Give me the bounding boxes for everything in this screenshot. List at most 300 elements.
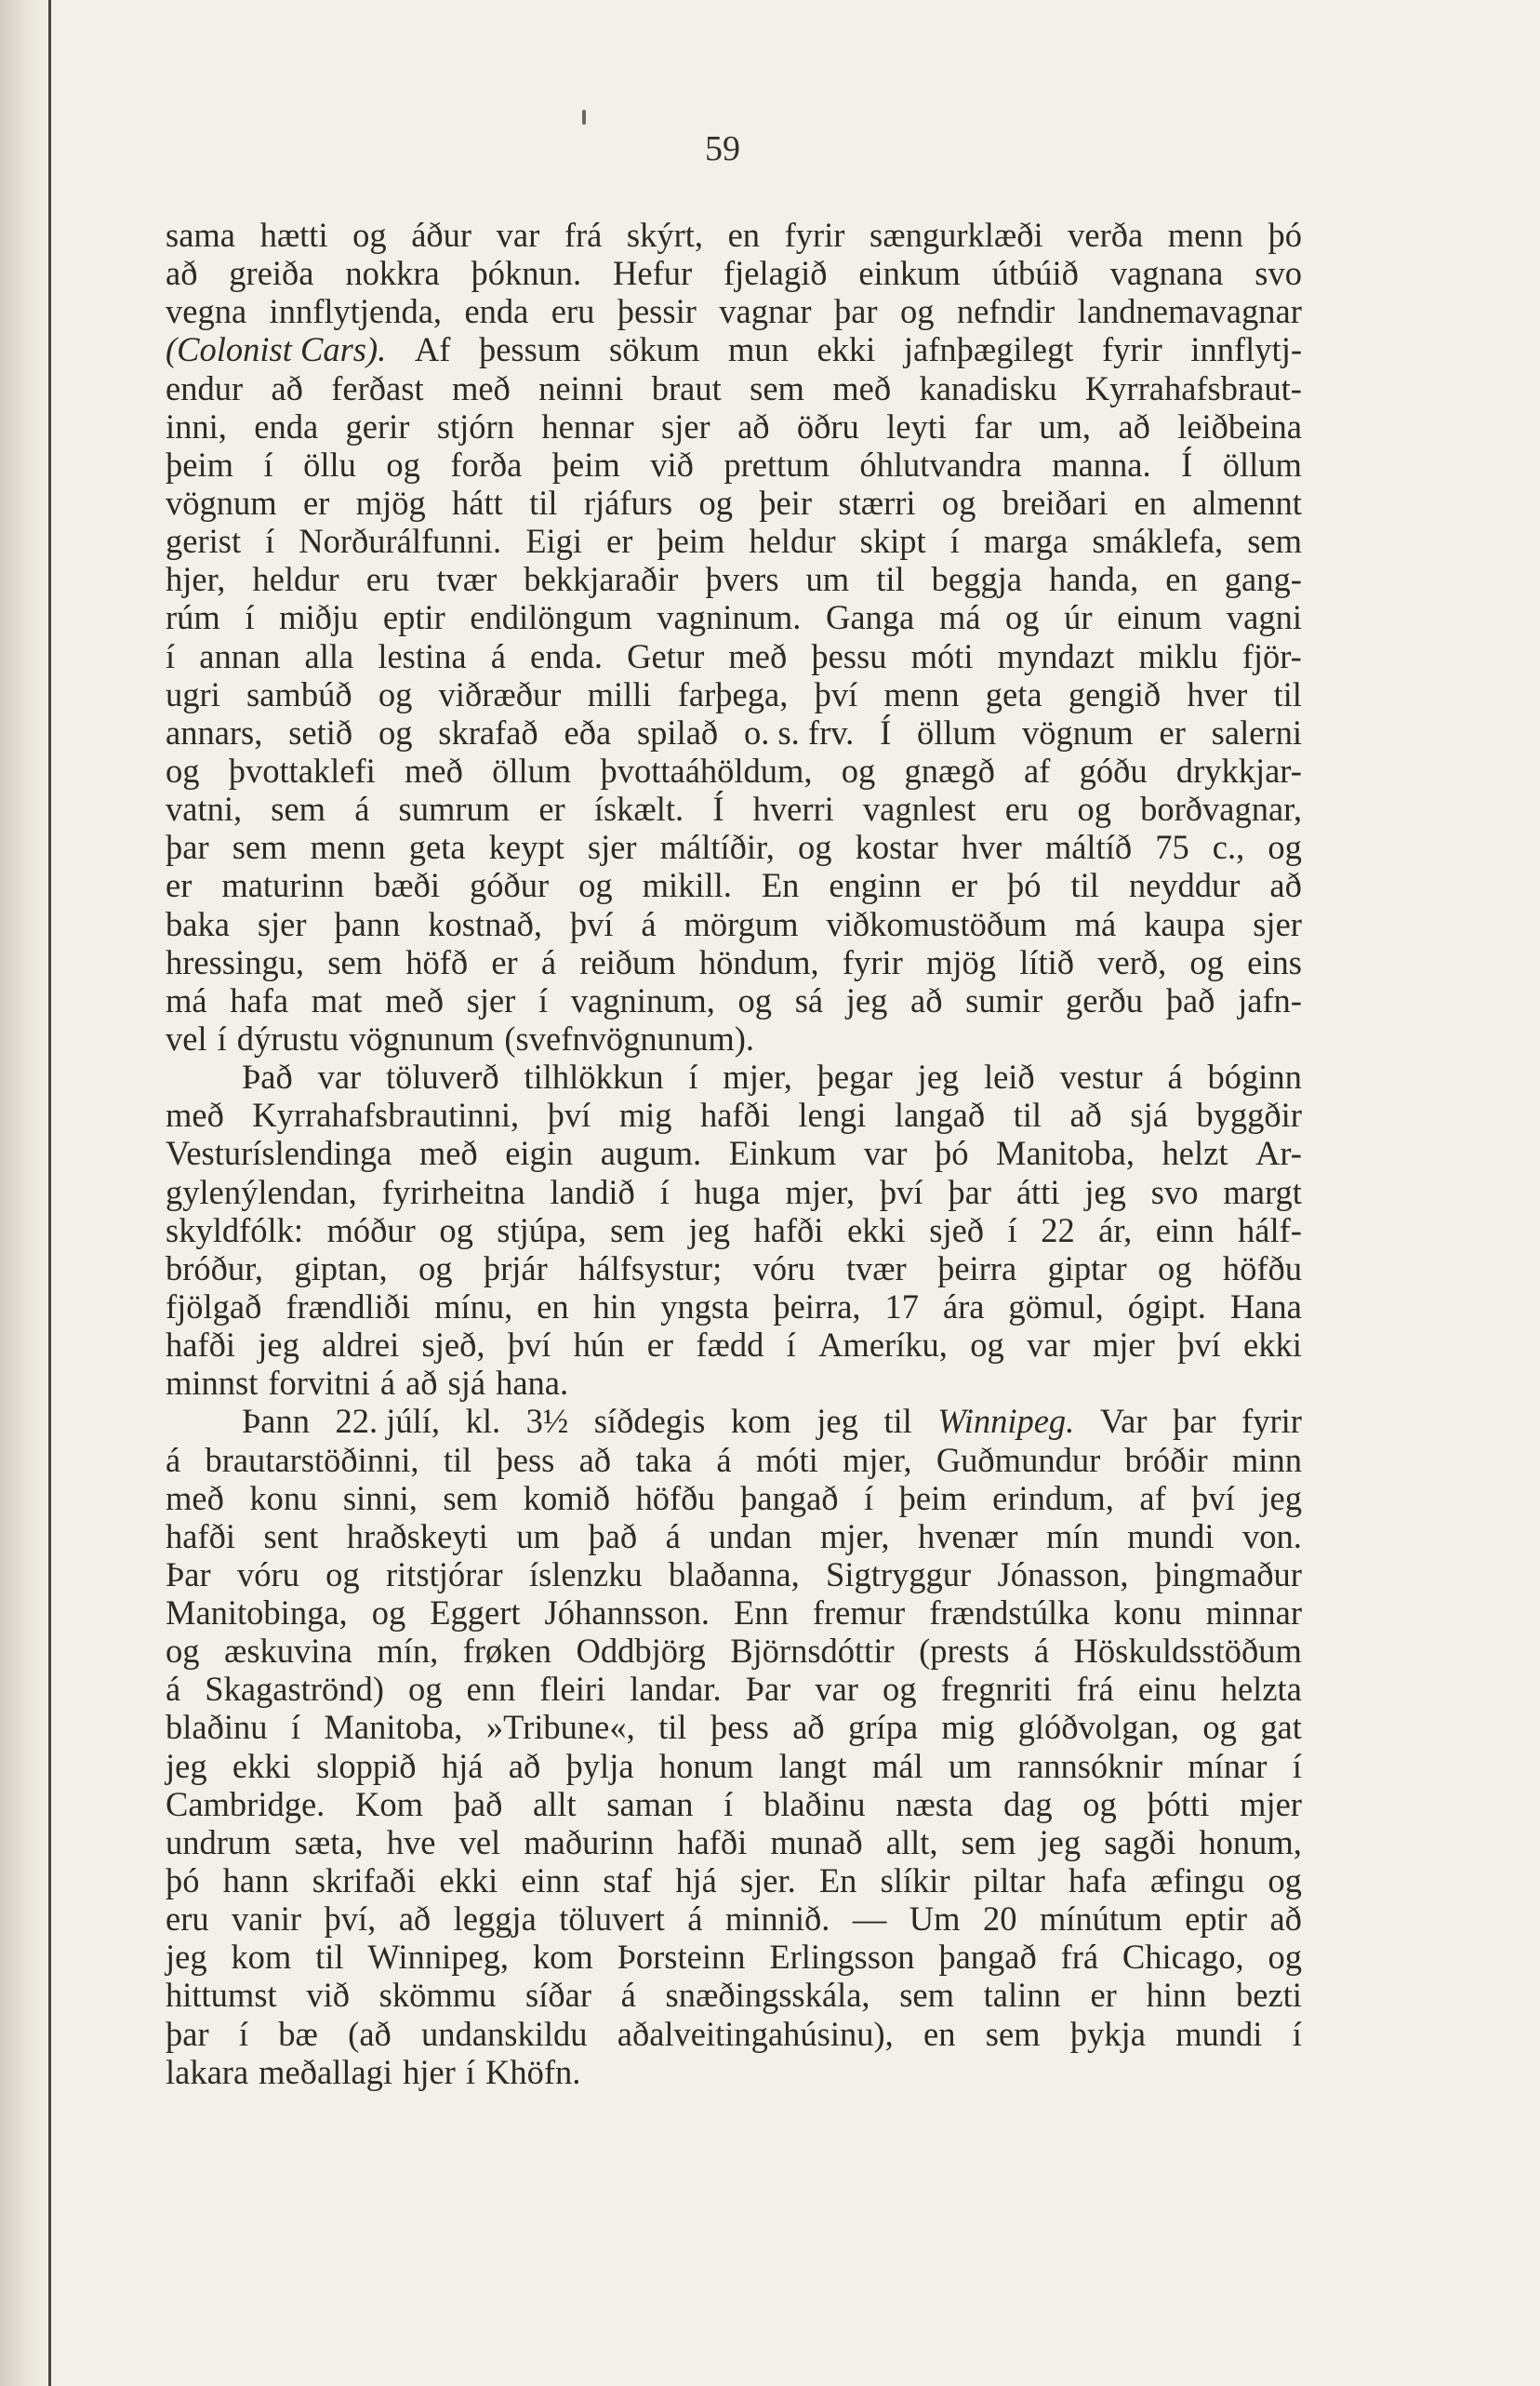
word: inni, (166, 407, 227, 446)
word: þvottaáhöldum, (600, 751, 813, 790)
word: ára (942, 1286, 985, 1326)
word: til (443, 1440, 472, 1479)
word: og (352, 216, 387, 254)
text-line (166, 1899, 1302, 1938)
word: landar. (630, 1670, 722, 1709)
word: sem (443, 1478, 498, 1517)
word: eru (365, 560, 410, 599)
word: konu (1113, 1593, 1182, 1633)
word: töluverð (385, 1058, 499, 1097)
word: þar (948, 1172, 991, 1211)
word: vanir (232, 1899, 302, 1939)
word: menn (1167, 216, 1243, 254)
word: gerist (166, 522, 242, 561)
word: undrum (166, 1822, 272, 1861)
word: allt, (885, 1822, 938, 1861)
word: á (354, 790, 370, 829)
word: Manitoba, (996, 1134, 1135, 1173)
word: beggja (931, 560, 1022, 599)
text-line (166, 675, 1302, 713)
word: sjeð, (421, 1326, 485, 1365)
word: vel (458, 1822, 501, 1861)
word: þóknun. (471, 254, 582, 293)
word: þeim (657, 522, 725, 561)
word: með (385, 980, 444, 1020)
word: hressingu, (166, 942, 305, 981)
word: því (1191, 1478, 1235, 1517)
word: því (814, 674, 858, 713)
word: bróður, (166, 1248, 263, 1287)
word: til (883, 1402, 912, 1441)
word: að (737, 407, 770, 446)
word: æfingu (1149, 1861, 1245, 1900)
word: þessum (478, 330, 581, 369)
text-line (166, 292, 1302, 330)
word: huga (694, 1172, 761, 1211)
word: höndum, (698, 942, 819, 981)
word: jafn- (1238, 980, 1302, 1020)
text-line (166, 1364, 1302, 1402)
page-number: 59 (705, 129, 740, 168)
word: að (792, 1708, 825, 1747)
word: ferðast (331, 368, 424, 407)
word: má (938, 598, 981, 637)
word: 3½ (525, 1402, 569, 1441)
word: og (1202, 1708, 1237, 1747)
word: lítið (1019, 942, 1075, 981)
word: eru (166, 1899, 209, 1939)
word: leið (983, 1058, 1035, 1097)
text-line (166, 1134, 1302, 1172)
text-line (166, 1402, 1302, 1440)
word: að (910, 980, 943, 1020)
word: og (1268, 828, 1302, 867)
word: enda. (530, 636, 604, 675)
word: giptan, (294, 1248, 388, 1287)
text-line (166, 713, 1302, 752)
word: mínútum (1039, 1899, 1162, 1939)
word: Það (242, 1058, 293, 1097)
word: átti (1016, 1172, 1060, 1211)
word: Ameríku, (818, 1326, 948, 1365)
word: munað (770, 1822, 863, 1861)
word: annan (199, 636, 281, 675)
word: rúm (166, 598, 220, 637)
word: langt (778, 1746, 847, 1785)
word: þó (1006, 866, 1042, 905)
word: mjög (355, 483, 426, 522)
word: minnst (166, 1364, 259, 1403)
text-line (166, 2015, 1302, 2053)
word: skyldfólk: (166, 1210, 304, 1249)
word: gerðu (1065, 980, 1144, 1020)
word: sem (327, 942, 383, 981)
text-line (166, 1823, 1302, 1861)
word: og (1189, 942, 1224, 981)
word: af (1139, 1478, 1166, 1517)
word: Guðmundur (936, 1440, 1101, 1479)
word: erindum, (992, 1478, 1114, 1517)
word: Enn (734, 1593, 789, 1633)
word: Ar- (1255, 1134, 1302, 1173)
word: hverri (752, 790, 834, 829)
word: þeim (898, 1478, 967, 1517)
word: sá (794, 980, 824, 1020)
word: — (852, 1899, 887, 1939)
word: og (1082, 1784, 1117, 1823)
word: jeg (917, 1058, 960, 1097)
word: allt (532, 1784, 577, 1823)
word: ekki (232, 1746, 291, 1785)
word: saman (606, 1784, 694, 1823)
word: marga (983, 522, 1069, 561)
word: enda (464, 292, 529, 331)
word: Þorsteinn (617, 1938, 746, 1977)
word: fyrirheitna (381, 1172, 525, 1211)
word: endilöngum (470, 598, 632, 637)
word: höfðu (1222, 1248, 1302, 1287)
word: jeg (258, 1326, 299, 1365)
word: piltar (973, 1861, 1045, 1900)
word: íslenzku (528, 1554, 643, 1593)
word: má (1074, 904, 1117, 943)
word: helzt (1162, 1134, 1228, 1173)
word: eptir (382, 598, 445, 637)
word: mín, (377, 1632, 439, 1671)
word: brautarstöðinni, (205, 1440, 419, 1479)
word: sumir (965, 980, 1043, 1020)
word: og (371, 1593, 406, 1633)
word: er (950, 866, 978, 905)
word: sambúð (246, 674, 352, 713)
word: undan (709, 1516, 792, 1555)
word: töluvert (559, 1899, 665, 1939)
text-line (166, 1632, 1302, 1670)
word: mjer, (820, 1516, 890, 1555)
word: Winnipeg. (937, 1402, 1075, 1441)
word: jeg (1039, 1822, 1082, 1861)
word: hver (961, 828, 1022, 867)
word: jeg (1084, 1172, 1126, 1211)
word: kom (231, 1938, 292, 1977)
word: og (899, 292, 935, 331)
word: Í (880, 713, 892, 752)
word: í (1292, 2014, 1302, 2053)
word: Oddbjörg (576, 1632, 706, 1671)
word: hafði (699, 1096, 770, 1135)
word: gengið (1068, 674, 1162, 713)
word: þess (496, 1440, 555, 1479)
word: vestur (1059, 1058, 1143, 1097)
text-line (166, 1326, 1302, 1364)
text-line (166, 1173, 1302, 1211)
word: milli (587, 674, 652, 713)
word: vel (166, 1019, 207, 1058)
word: mínu, (434, 1286, 513, 1326)
word: annars, (166, 713, 263, 752)
word: vögnum (166, 483, 277, 522)
word: prettum (724, 445, 830, 484)
word: þeirra, (773, 1286, 861, 1326)
word: þrjár (483, 1248, 548, 1287)
word: en (537, 1286, 569, 1326)
word: rannsóknir (1016, 1746, 1162, 1785)
word: bóginn (1207, 1058, 1302, 1097)
word: í (290, 1708, 301, 1747)
word: og (166, 751, 200, 790)
word: á (716, 1440, 732, 1479)
word: o. s. frv. (743, 713, 855, 752)
word: og (883, 1670, 917, 1709)
book-binding-edge (0, 0, 48, 2386)
word: og (1268, 1938, 1302, 1977)
word: bezti (1236, 1976, 1302, 2015)
word: borðvagnar, (1140, 790, 1302, 829)
word: á (166, 1440, 181, 1479)
word: lengi (798, 1096, 867, 1135)
word: eru (1004, 790, 1049, 829)
word: að (1269, 866, 1302, 905)
word: hraðskeyti (346, 1516, 488, 1555)
word: og (378, 674, 413, 713)
word: er (646, 1326, 674, 1365)
word: með (418, 1134, 478, 1173)
word: þeir (759, 483, 813, 522)
word: er (606, 522, 633, 561)
word: kom (730, 1402, 791, 1441)
word: öllu (303, 445, 356, 484)
word: hálf- (1238, 1210, 1302, 1249)
text-line (166, 254, 1302, 292)
word: og (386, 445, 420, 484)
word: kom (532, 1938, 593, 1977)
word: Khöfn. (485, 2052, 581, 2091)
word: viðræður (438, 674, 562, 713)
word: af (1024, 751, 1051, 790)
word: geta (408, 828, 466, 867)
word: og (970, 1326, 1004, 1365)
word: öllum (1222, 445, 1302, 484)
word: sama (166, 216, 235, 254)
word: hafði (677, 1822, 748, 1861)
text-line (166, 943, 1302, 981)
word: blaðinu (763, 1784, 866, 1823)
word: gang- (1224, 560, 1302, 599)
word: og (166, 1632, 200, 1671)
word: Jóhannsson. (544, 1593, 710, 1633)
word: þeirra (937, 1248, 1017, 1287)
word: hittumst (166, 1976, 277, 2015)
word: að (405, 1364, 438, 1403)
text-line (166, 637, 1302, 675)
word: en (1165, 560, 1198, 599)
word: sjeð (929, 1210, 985, 1249)
word: braut (651, 368, 722, 407)
text-line (166, 1249, 1302, 1287)
word: hátt (452, 483, 503, 522)
word: þessir (617, 292, 697, 331)
word: tvær (845, 1248, 907, 1287)
text-line (166, 1555, 1302, 1593)
word: jeg (166, 1746, 207, 1785)
word: mjög (925, 942, 996, 981)
word: baka (166, 904, 230, 943)
word: og (578, 866, 613, 905)
word: í (659, 1172, 670, 1211)
word: ár, (1098, 1210, 1133, 1249)
word: einum (1117, 598, 1202, 637)
word: er (1090, 1976, 1117, 2015)
word: bæ (278, 2014, 318, 2053)
word: með (451, 368, 511, 407)
word: bæði (374, 866, 441, 905)
word: óhlutvandra (859, 445, 1022, 484)
word: áður (411, 216, 472, 254)
word: gat (1260, 1708, 1302, 1747)
word: sjer (466, 980, 516, 1020)
word: sjá (447, 1364, 486, 1403)
word: alla (304, 636, 354, 675)
word: máltíð (1044, 828, 1133, 867)
word: með (728, 636, 788, 675)
text-line (166, 330, 1302, 368)
word: á (641, 904, 657, 943)
word: í (1007, 1210, 1017, 1249)
word: manna. (1052, 445, 1151, 484)
word: sem (899, 1976, 954, 2015)
word: að (1118, 407, 1150, 446)
word: kaupa (1144, 904, 1226, 943)
text-line (166, 216, 1302, 254)
word: mig (618, 1096, 672, 1135)
word: verða (1068, 216, 1144, 254)
text-line (166, 1861, 1302, 1899)
word: fjör- (1241, 636, 1302, 675)
word: að (166, 254, 198, 293)
word: vóru (236, 1554, 299, 1593)
word: hin (592, 1286, 637, 1326)
word: skrifaði (312, 1861, 417, 1900)
text-line (166, 1096, 1302, 1134)
word: í (864, 1478, 874, 1517)
word: móður (326, 1210, 416, 1249)
body-text (166, 216, 1302, 2091)
word: að (578, 1440, 612, 1479)
word: þykja (1069, 2014, 1146, 2053)
word: til (529, 483, 558, 522)
word: rjáfurs (583, 483, 673, 522)
text-line (166, 1976, 1302, 2014)
word: í (786, 1326, 796, 1365)
word: ekki (439, 1861, 498, 1900)
word: (að (348, 2014, 392, 2053)
word: Ganga (825, 598, 915, 637)
word: og (378, 713, 413, 752)
word: öðru (796, 407, 859, 446)
word: menn (883, 674, 960, 713)
word: einn (1155, 1210, 1215, 1249)
word: var (496, 216, 540, 254)
word: sagði (1104, 1822, 1176, 1861)
word: þann (334, 904, 401, 943)
word: eins (1247, 942, 1302, 981)
word: á (490, 636, 506, 675)
word: úr (1064, 598, 1093, 637)
word: fremur (812, 1593, 906, 1633)
word: augum. (600, 1134, 702, 1173)
word: til (1013, 1096, 1042, 1135)
word: og (1005, 598, 1040, 637)
word: ekki (1243, 1326, 1302, 1365)
word: og (941, 483, 976, 522)
word: vögnum (1022, 713, 1134, 752)
word: í (263, 445, 273, 484)
word: Í (712, 790, 724, 829)
word: skipt (859, 522, 926, 561)
word: 22 (1041, 1210, 1075, 1249)
word: ógipt. (1127, 1286, 1206, 1326)
word: vagnlest (862, 790, 976, 829)
word: sem (271, 790, 326, 829)
word: greiða (229, 254, 314, 293)
word: gömul, (1008, 1286, 1104, 1326)
word: í (465, 2052, 475, 2091)
word: Var (1099, 1402, 1148, 1441)
word: leyti (886, 407, 948, 446)
word: sem (961, 1822, 1016, 1861)
word: var (317, 1058, 362, 1097)
text-line (166, 1441, 1302, 1479)
word: í (1292, 1746, 1302, 1785)
word: helzta (1220, 1670, 1302, 1709)
word: er (166, 866, 192, 905)
word: lakara (166, 2052, 249, 2091)
word: von. (1242, 1516, 1302, 1555)
word: það (588, 1516, 638, 1555)
word: endur (166, 368, 244, 407)
word: mjer, (785, 1172, 856, 1211)
word: á (540, 942, 557, 981)
word: bróðir (1124, 1440, 1208, 1479)
word: hafa (230, 980, 289, 1020)
word: því (507, 1326, 551, 1365)
word: margt (1223, 1172, 1302, 1211)
text-line (166, 1593, 1302, 1632)
word: svo (1255, 254, 1302, 293)
word: á (687, 1899, 703, 1939)
word: og (418, 1248, 453, 1287)
ink-speck (582, 110, 586, 125)
word: Björnsdóttir (730, 1632, 895, 1671)
word: og (439, 1210, 473, 1249)
word: um (516, 1516, 560, 1555)
word: stjúpa, (497, 1210, 587, 1249)
word: á (1167, 1058, 1183, 1097)
word: máltíðir, (659, 828, 775, 867)
word: höfð (405, 942, 469, 981)
word: sjer (257, 904, 307, 943)
word: hjá (441, 1746, 484, 1785)
word: Þar (166, 1554, 211, 1593)
word: þó (166, 1861, 200, 1900)
word: hálfsystur; (578, 1248, 723, 1287)
word: en (727, 216, 761, 254)
word: í (688, 1058, 698, 1097)
word: jafnþægilegt (903, 330, 1074, 369)
word: Kyrrahafsbraut- (1084, 368, 1302, 407)
word: að (1069, 1096, 1102, 1135)
word: og (1268, 1861, 1302, 1900)
